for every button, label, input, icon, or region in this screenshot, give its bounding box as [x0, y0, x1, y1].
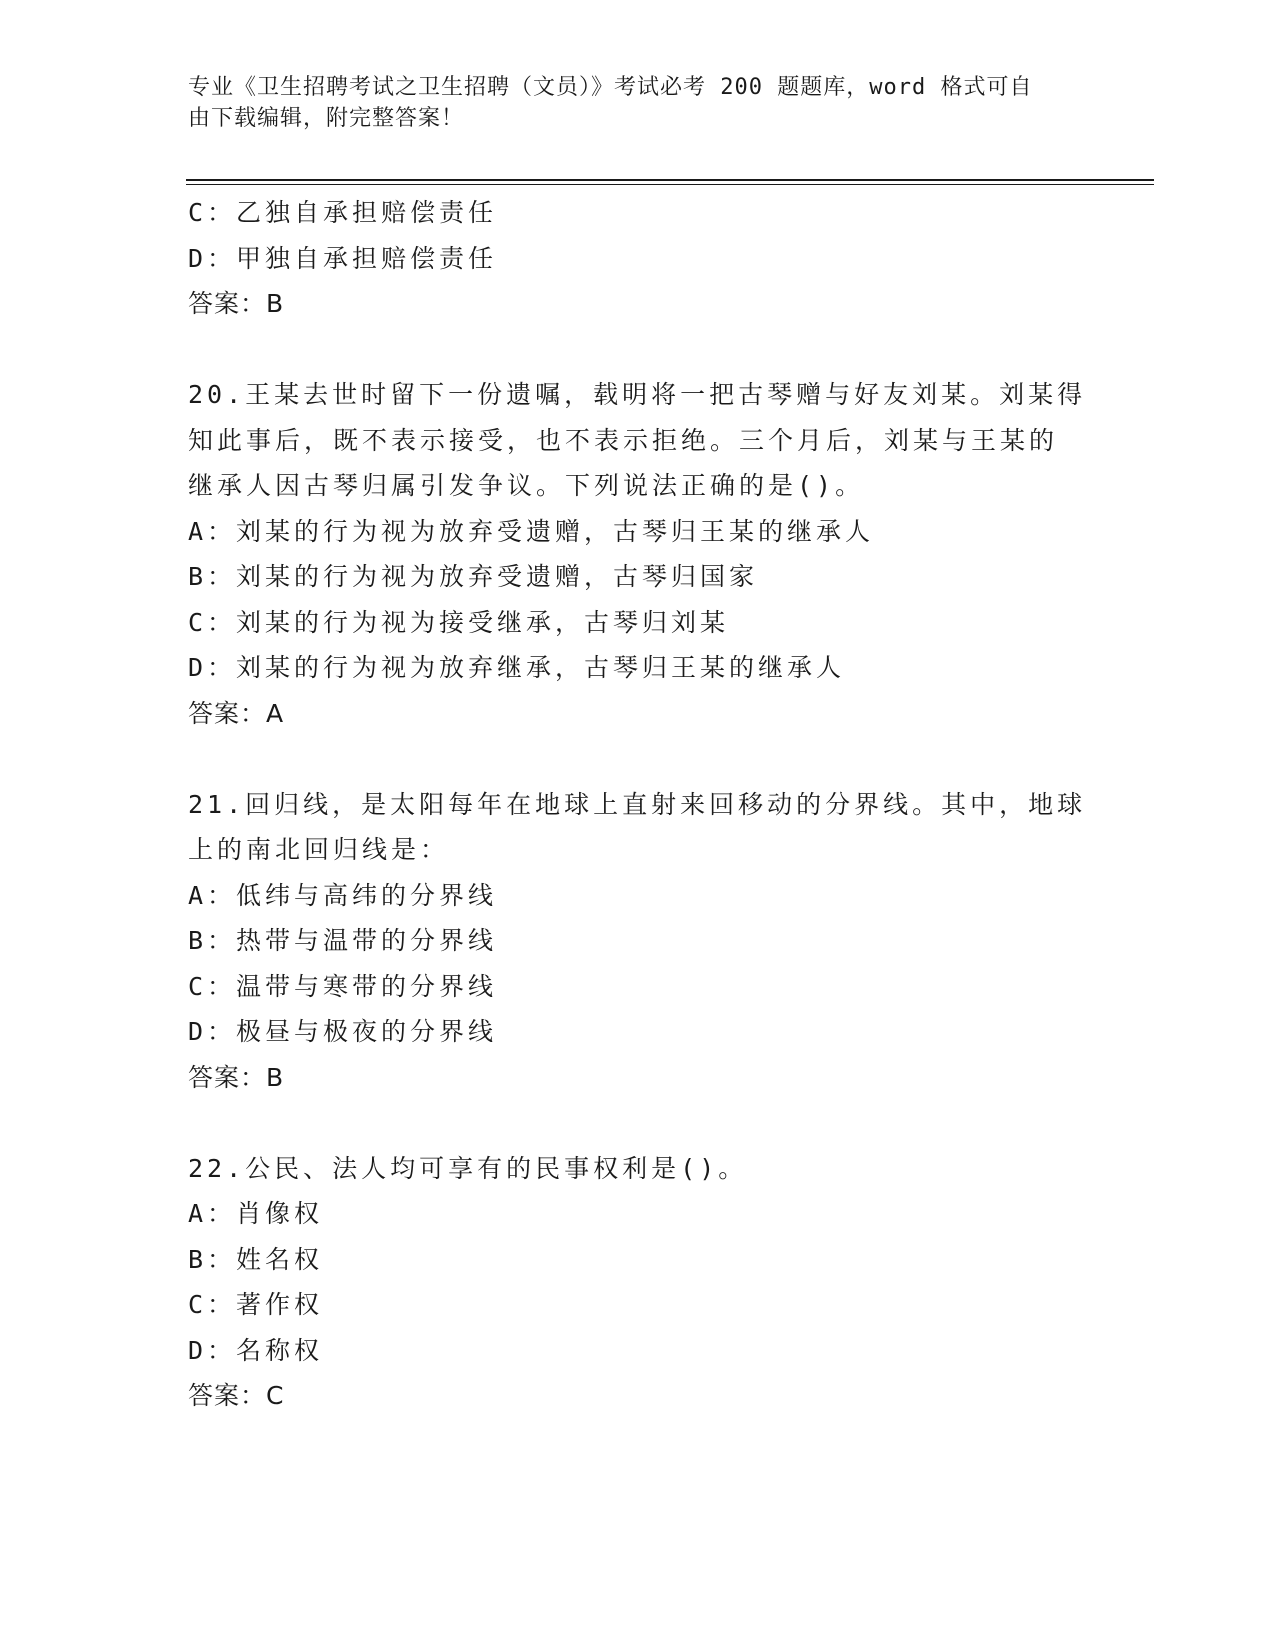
question-stem-line: 20.王某去世时留下一份遗嘱，载明将一把古琴赠与好友刘某。刘某得 [188, 380, 1087, 409]
option-a: A：刘某的行为视为放弃受遗赠，古琴归王某的继承人 [188, 516, 875, 546]
document-header [188, 72, 1068, 134]
answer-line: 答案：C [188, 1381, 285, 1410]
question-content [188, 190, 1088, 1419]
question-22 [188, 1146, 1088, 1419]
header-divider-thin [186, 184, 1154, 185]
header-title-line-1: 专业《卫生招聘考试之卫生招聘（文员）》考试必考 200 题题库，word 格式可自 [188, 75, 1033, 100]
question-spacer [188, 1100, 1088, 1146]
answer-line: 答案：B [188, 1062, 285, 1092]
option-d: D：极昼与极夜的分界线 [188, 1017, 498, 1046]
option-a: A：低纬与高纬的分界线 [188, 880, 498, 910]
option-b: B：姓名权 [188, 1244, 324, 1274]
question-stem-line: 21.回归线，是太阳每年在地球上直射来回移动的分界线。其中，地球 [188, 789, 1087, 819]
answer-line: 答案：B [188, 289, 285, 318]
question-21 [188, 782, 1088, 1101]
option-d: D：甲独自承担赔偿责任 [188, 243, 498, 273]
header-title-line-2: 由下载编辑，附完整答案！ [188, 106, 465, 131]
question-stem-line: 上的南北回归线是： [188, 835, 450, 864]
answer-line: 答案：A [188, 698, 285, 728]
option-b: B：热带与温带的分界线 [188, 926, 498, 955]
option-a: A：肖像权 [188, 1199, 324, 1228]
option-b: B：刘某的行为视为放弃受遗赠，古琴归国家 [188, 562, 759, 591]
question-stem-line: 继承人因古琴归属引发争议。下列说法正确的是()。 [188, 471, 865, 500]
question-stem-line: 22.公民、法人均可享有的民事权利是()。 [188, 1153, 748, 1183]
option-c: C：刘某的行为视为接受继承，古琴归刘某 [188, 607, 730, 637]
carryover-question [188, 190, 1088, 327]
option-d: D：刘某的行为视为放弃继承，古琴归王某的继承人 [188, 653, 846, 682]
option-d: D：名称权 [188, 1335, 324, 1365]
header-divider-thick [186, 179, 1154, 181]
question-spacer [188, 736, 1088, 782]
question-spacer [188, 327, 1088, 373]
question-20 [188, 372, 1088, 736]
option-c: C：乙独自承担赔偿责任 [188, 198, 498, 227]
question-stem-line: 知此事后，既不表示接受，也不表示拒绝。三个月后，刘某与王某的 [188, 425, 1059, 455]
option-c: C：著作权 [188, 1290, 324, 1319]
option-c: C：温带与寒带的分界线 [188, 971, 498, 1001]
